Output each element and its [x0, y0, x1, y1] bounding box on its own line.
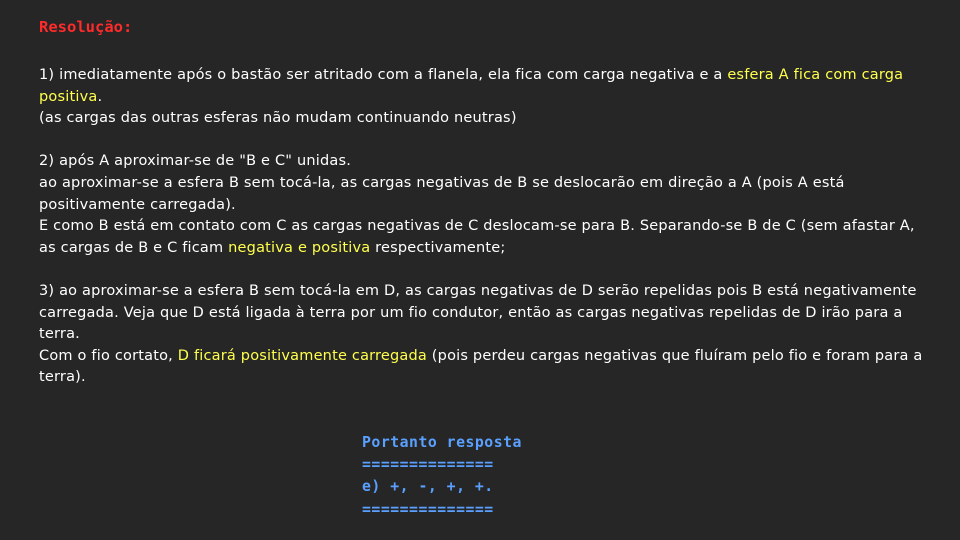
step-1-paragraph — [39, 65, 924, 130]
resolution-title: Resolução: — [39, 18, 133, 36]
step-2-heading: 2) após A aproximar-se de "B e C" unidas. — [39, 153, 352, 170]
step-1-note: (as cargas das outras esferas não mudam continuando neutras) — [39, 110, 517, 127]
step-2-text-1: ao aproximar-se a esfera B sem tocá-la, as cargas negativas de B se deslocarão em direção a A (pois A está positivamente carregada). — [39, 174, 845, 213]
answer-block — [362, 432, 522, 521]
step-1-period: . — [97, 88, 103, 105]
answer-value: e) +, -, +, +. — [362, 478, 494, 496]
step-2-paragraph — [39, 151, 924, 259]
step-2-text-3: respectivamente; — [370, 239, 506, 256]
step-2-text-2: E como B está em contato com C as cargas negativas de C deslocam-se para B. Separando-se B de C (sem afastar A, as cargas de B e C ficam — [39, 218, 915, 256]
step-3-text-1: 3) ao aproximar-se a esfera B sem tocá-la em D, as cargas negativas de D serão repelidas pois B está negativamente carregada. Veja que D está ligada à terra por um fio condutor, então as cargas negativas repelidas de D irão para a terra. — [39, 282, 917, 343]
solution-body — [39, 65, 924, 411]
answer-separator-bottom: ============== — [362, 500, 494, 518]
step-3-paragraph — [39, 281, 924, 389]
step-3-highlight: D ficará positivamente carregada — [177, 347, 427, 364]
step-3-text-3: (pois perdeu cargas negativas que fluíram pelo fio e foram para a terra). — [39, 347, 923, 386]
step-3-text-2: Com o fio cortato, — [39, 347, 178, 364]
step-2-highlight: negativa e positiva — [228, 239, 371, 256]
answer-heading: Portanto resposta — [362, 434, 522, 451]
step-1-highlight: esfera A fica com carga positiva — [39, 67, 904, 105]
step-1-text: 1) imediatamente após o bastão ser atritado com a flanela, ela fica com carga negativa e a — [39, 67, 728, 83]
answer-separator-top: ============== — [362, 456, 494, 474]
